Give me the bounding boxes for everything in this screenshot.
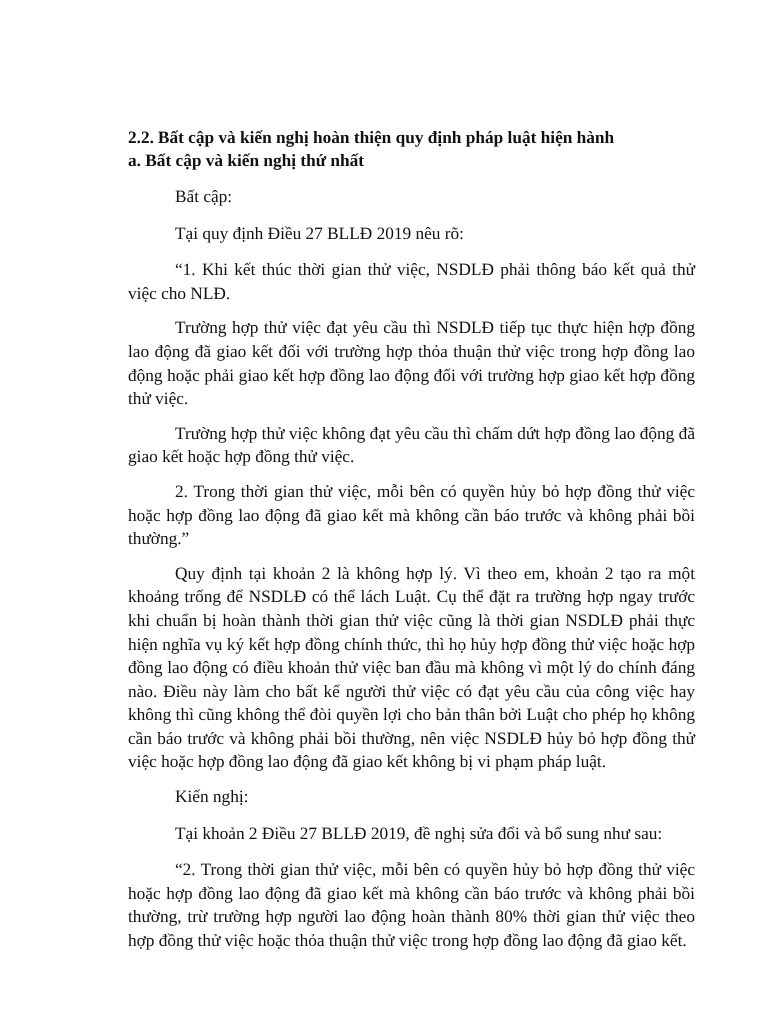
paragraph-recommendation-intro: Tại khoản 2 Điều 27 BLLĐ 2019, đề nghị sửa đổi và bổ sung như sau:	[175, 823, 663, 843]
paragraph-proposed-clause: “2. Trong thời gian thử việc, mỗi bên có quyền hủy bỏ hợp đồng thử việc hoặc hợp đồng lao động đã giao kết mà không cần báo trước và không phải bồi thường, trừ trường hợp người lao động hoàn thành 80% thời gian thử việc theo hợp đồng thử việc hoặc thỏa thuận thử việc trong hợp đồng lao động đã giao kết.	[128, 860, 695, 951]
paragraph-quote-fail-case: Trường hợp thử việc không đạt yêu cầu thì chấm dứt hợp đồng lao động đã giao kết hoặc hợp đồng thử việc.	[128, 423, 695, 467]
paragraph-quote-pass-case: Trường hợp thử việc đạt yêu cầu thì NSDLĐ tiếp tục thực hiện hợp đồng lao động đã giao kết đối với trường hợp thỏa thuận thử việc trong hợp đồng lao động hoặc phải giao kết hợp đồng lao động đối với trường hợp giao kết hợp đồng thử việc.	[128, 318, 695, 409]
paragraph-recommendation-label: Kiến nghị:	[175, 787, 249, 807]
paragraph-article-intro: Tại quy định Điều 27 BLLĐ 2019 nêu rõ:	[175, 223, 464, 243]
section-number: 2.2.	[128, 128, 154, 147]
section-heading	[128, 126, 695, 149]
section-title: Bất cập và kiến nghị hoàn thiện quy định pháp luật hiện hành	[157, 128, 615, 147]
document-page	[128, 126, 695, 953]
paragraph-issue-label: Bất cập:	[175, 187, 233, 206]
paragraph-analysis: Quy định tại khoản 2 là không hợp lý. Vì theo em, khoản 2 tạo ra một khoảng trống để NSDLĐ có thể lách Luật. Cụ thể đặt ra trường hợp ngay trước khi chuẩn bị hoàn thành thời gian thử việc cũng là thời gian NSDLĐ phải thực hiện nghĩa vụ ký kết hợp đồng chính thức, thì họ hủy hợp đồng thử việc hoặc hợp đồng lao động có điều khoản thử việc ban đầu mà không vì một lý do chính đáng nào. Điều này làm cho bất kể người thử việc có đạt yêu cầu của công việc hay không thì cũng không thể đòi quyền lợi cho bản thân bởi Luật cho phép họ không cần báo trước và không phải bồi thường, nên việc NSDLĐ hủy bỏ hợp đồng thử việc hoặc hợp đồng lao động đã giao kết không bị vi phạm pháp luật.	[128, 563, 695, 772]
subsection-heading: a. Bất cập và kiến nghị thứ nhất	[128, 151, 365, 170]
paragraph-quote-clause-2: 2. Trong thời gian thử việc, mỗi bên có quyền hủy bỏ hợp đồng thử việc hoặc hợp đồng lao động đã giao kết mà không cần báo trước và không phải bồi thường.”	[128, 481, 695, 549]
paragraph-quote-clause-1: “1. Khi kết thúc thời gian thử việc, NSDLĐ phải thông báo kết quả thử việc cho NLĐ.	[128, 260, 695, 303]
